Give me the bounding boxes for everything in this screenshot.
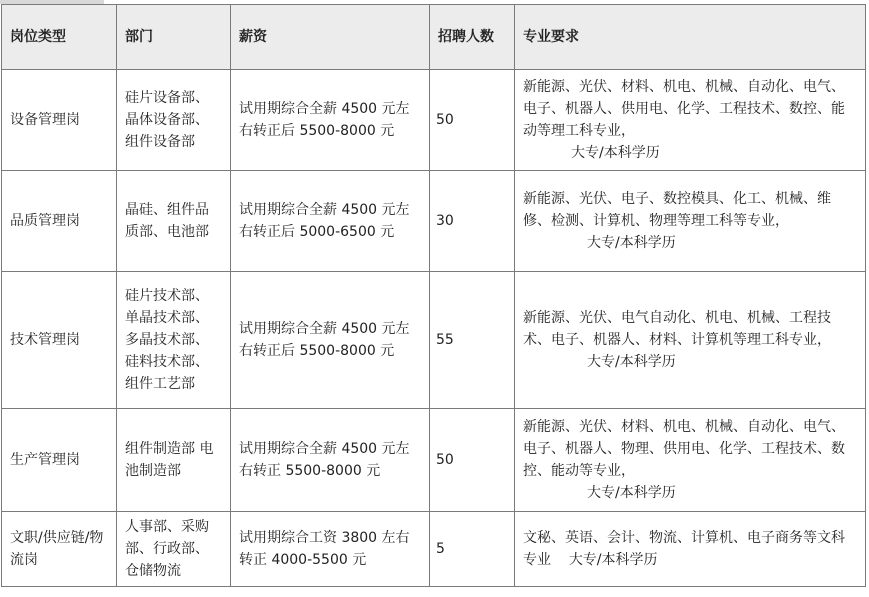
table-row bbox=[2, 70, 866, 171]
cell-salary: 试用期综合工资 3800 左右转正 4000-5500 元 bbox=[231, 512, 430, 587]
requirement-majors: 新能源、光伏、电气自动化、机电、机械、工程技术、电子、机器人、材料、计算机等理工科专业， bbox=[523, 310, 831, 348]
cell-headcount: 55 bbox=[430, 272, 515, 409]
header-job-type: 岗位类型 bbox=[2, 5, 117, 70]
header-headcount: 招聘人数 bbox=[430, 5, 515, 70]
cell-salary: 试用期综合全薪 4500 元左右转正 5500-8000 元 bbox=[231, 409, 430, 512]
cell-requirements bbox=[515, 70, 866, 171]
cell-job-type: 技术管理岗 bbox=[2, 272, 117, 409]
cell-department: 硅片技术部、单晶技术部、多晶技术部、硅料技术部、组件工艺部 bbox=[117, 272, 231, 409]
cell-requirements bbox=[515, 512, 866, 587]
header-requirements: 专业要求 bbox=[515, 5, 866, 70]
cell-requirements bbox=[515, 171, 866, 272]
header-row bbox=[2, 5, 866, 70]
cell-job-type: 文职/供应链/物流岗 bbox=[2, 512, 117, 587]
cell-salary: 试用期综合全薪 4500 元左右转正后 5500-8000 元 bbox=[231, 70, 430, 171]
cell-headcount: 50 bbox=[430, 70, 515, 171]
cell-job-type: 品质管理岗 bbox=[2, 171, 117, 272]
cell-department: 硅片设备部、晶体设备部、组件设备部 bbox=[117, 70, 231, 171]
cell-job-type: 生产管理岗 bbox=[2, 409, 117, 512]
requirement-majors: 新能源、光伏、电子、数控模具、化工、机械、维修、检测、计算机、物理等理工科等专业， bbox=[523, 191, 831, 229]
cell-department: 组件制造部 电池制造部 bbox=[117, 409, 231, 512]
cell-headcount: 30 bbox=[430, 171, 515, 272]
requirement-education: 大专/本科学历 bbox=[587, 235, 676, 251]
cell-headcount: 5 bbox=[430, 512, 515, 587]
cell-department: 晶硅、组件品质部、电池部 bbox=[117, 171, 231, 272]
recruitment-table bbox=[1, 4, 866, 587]
cell-requirements bbox=[515, 272, 866, 409]
cell-salary: 试用期综合全薪 4500 元左右转正后 5000-6500 元 bbox=[231, 171, 430, 272]
table-row bbox=[2, 171, 866, 272]
header-department: 部门 bbox=[117, 5, 231, 70]
cell-job-type: 设备管理岗 bbox=[2, 70, 117, 171]
cell-headcount: 50 bbox=[430, 409, 515, 512]
requirement-education: 大专/本科学历 bbox=[587, 485, 676, 501]
requirement-education: 大专/本科学历 bbox=[568, 552, 658, 568]
table-row bbox=[2, 409, 866, 512]
table-row bbox=[2, 272, 866, 409]
cell-requirements bbox=[515, 409, 866, 512]
cell-department: 人事部、采购部、行政部、仓储物流 bbox=[117, 512, 231, 587]
requirement-education: 大专/本科学历 bbox=[587, 354, 676, 370]
requirement-majors: 文秘、英语、会计、物流、计算机、电子商务等文科专业 bbox=[523, 530, 845, 568]
requirement-majors: 新能源、光伏、材料、机电、机械、自动化、电气、电子、机器人、供用电、化学、工程技术、数控、能动等理工科专业， bbox=[523, 79, 845, 139]
requirement-majors: 新能源、光伏、材料、机电、机械、自动化、电气、电子、机器人、物理、供用电、化学、工程技术、数控、能动等专业， bbox=[523, 419, 845, 479]
cell-salary: 试用期综合全薪 4500 元左右转正后 5500-8000 元 bbox=[231, 272, 430, 409]
requirement-education: 大专/本科学历 bbox=[571, 145, 660, 161]
table-row bbox=[2, 512, 866, 587]
header-salary: 薪资 bbox=[231, 5, 430, 70]
